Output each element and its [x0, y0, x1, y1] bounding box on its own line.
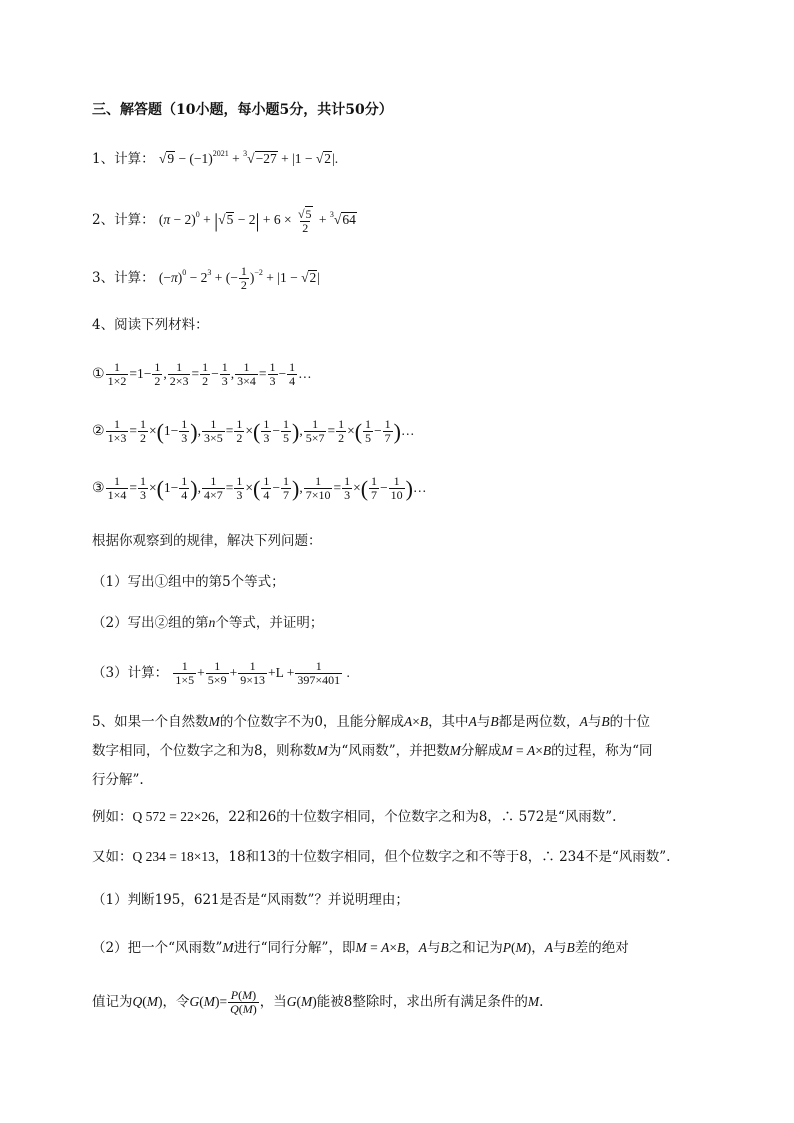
question-3 — [92, 258, 320, 298]
q5-example-1: 例如：Q 572 = 22×26，22和26的十位数字相同，个位数字之和为8，∴ 572是“风雨数”. — [92, 809, 617, 825]
q5-text: 与 — [426, 940, 441, 956]
q5-text: ，其中 — [428, 714, 469, 730]
q4-instruction: 根据你观察到的规律，解决下列问题： — [92, 533, 322, 549]
q5-text: 分解成 — [460, 743, 502, 759]
q5-text: 与 — [476, 714, 491, 730]
q5-line-2: 数字相同，个位数字之和为8，则称数M为“风雨数”，并把数M分解成M = A×B的过程，称为“同 — [92, 743, 653, 759]
q5-text: ，22和26的十位数字相同，个位数字之和为8，∴ 572是“风雨数”. — [214, 809, 617, 825]
q4-part-3-label: （3）计算： — [92, 665, 169, 681]
q5-part-2-line-2: 值记为Q(M)，令G(M)= $\frac{P(M)}{Q(M)}$ ，当G(M)能被8整除时，求出所有满足条件的M. — [92, 988, 544, 1016]
q5-text: ，令 — [162, 994, 190, 1010]
group-2-mark: ② — [92, 423, 105, 439]
q5-text: 为“风雨数”，并把数 — [327, 743, 450, 759]
q5-text: （2）把一个“风雨数” — [92, 940, 223, 956]
q5-text: ，当 — [259, 994, 287, 1010]
question-3-label: 3、计算： — [92, 270, 155, 286]
q5-text: 进行“同行分解”，即 — [233, 940, 356, 956]
q4-part-3-expression: $\frac{1}{1\times 5}$ + $\frac{1}{5\times 9}$ + $\frac{1}{9\times 13}$ +L + $\frac{1}{397\times 401}$ . — [175, 659, 350, 688]
q4-part-2 — [92, 614, 323, 632]
q4-part-3 — [92, 656, 350, 690]
q5-text: . — [539, 994, 544, 1010]
q4-group-3 — [92, 470, 427, 506]
q4-part-2-text-a: （2）写出②组的第 — [92, 615, 209, 631]
question-1 — [92, 150, 338, 170]
q5-part-2-line-1: （2）把一个“风雨数”M进行“同行分解”，即M = A×B，A与B之和记为P(M)，A与B差的绝对 — [92, 940, 629, 956]
q5-text: 与 — [587, 714, 602, 730]
group-3-equations: $\frac{1}{1\times 4}$ = $\frac{1}{3}$ ×(1− $\frac{1}{4}$ ), $\frac{1}{4\times 7}$ = $\frac{1}{3}$ ×( $\frac{1}{4}$ − $\frac{1}{7}$ ), $\frac{1}{7\times 10}$ = $\frac{1}{3}$ ×( $\frac{1}{7}$ − $\frac{1}{10}$ )… — [107, 474, 427, 503]
q5-text: 的过程，称为“同 — [551, 743, 653, 759]
q5-text: 值记为 — [92, 994, 133, 1010]
q5-line-1: 5、如果一个自然数M的个位数字不为0，且能分解成A×B，其中A与B都是两位数，A与B的十位 — [92, 714, 651, 730]
question-2 — [92, 200, 357, 240]
q4-group-1 — [92, 357, 312, 391]
q5-text: 例如： — [92, 809, 133, 825]
q5-text: 都是两位数， — [498, 714, 580, 730]
q5-text: 又如： — [92, 849, 133, 865]
question-2-label: 2、计算： — [92, 212, 155, 228]
section-heading: 三、解答题（10小题，每小题5分，共计50分） — [92, 102, 393, 118]
question-1-label: 1、计算： — [92, 151, 155, 167]
q4-group-2 — [92, 413, 415, 449]
question-3-expression: $(-\pi)^0 - 2^3$ + (− $\frac{1}{2}$ )$^{-2}$ + |1 − √2| — [158, 264, 320, 293]
q5-text: ， — [405, 940, 419, 956]
q5-text: 与 — [552, 940, 567, 956]
q5-text: 之和记为 — [448, 940, 503, 956]
question-2-expression: $(\pi - 2)^0 + |√5 - 2| + 6$ × $\frac{√5}{2}$ + $^3$√64 — [158, 207, 356, 236]
group-1-mark: ① — [92, 366, 105, 382]
question-4-label: 4、阅读下列材料： — [92, 317, 209, 333]
q5-text: ，18和13的十位数字相同，但个位数字之和不等于8，∴ 234不是“风雨数”. — [214, 849, 671, 865]
q4-part-2-text-b: 个等式，并证明； — [215, 615, 324, 631]
q5-text: ， — [531, 940, 545, 956]
q5-text: 差的绝对 — [574, 940, 629, 956]
q5-text: 5、如果一个自然数 — [92, 714, 209, 730]
group-3-mark: ③ — [92, 480, 105, 496]
group-1-equations: $\frac{1}{1\times 2}$ =1− $\frac{1}{2}$ , $\frac{1}{2\times 3}$ = $\frac{1}{2}$ − $\frac{1}{3}$ , $\frac{1}{3\times 4}$ = $\frac{1}{3}$ − $\frac{1}{4}$ … — [107, 360, 312, 389]
q5-example-2: 又如：Q 234 = 18×13，18和13的十位数字相同，但个位数字之和不等于8，∴ 234不是“风雨数”. — [92, 849, 671, 865]
q5-part-1: （1）判断195，621是否是“风雨数”？并说明理由； — [92, 892, 409, 908]
group-2-equations: $\frac{1}{1\times 3}$ = $\frac{1}{2}$ ×(1− $\frac{1}{3}$ ), $\frac{1}{3\times 5}$ = $\frac{1}{2}$ ×( $\frac{1}{3}$ − $\frac{1}{5}$ ), $\frac{1}{5\times 7}$ = $\frac{1}{2}$ ×( $\frac{1}{5}$ − $\frac{1}{7}$ )… — [107, 417, 415, 446]
q5-line-3: 行分解”. — [92, 772, 144, 788]
q5-text: 的个位数字不为0，且能分解成 — [219, 714, 404, 730]
q5-text: 能被8整除时，求出所有满足条件的 — [316, 994, 528, 1010]
q4-part-2-var: n — [208, 615, 216, 630]
q4-part-1: （1）写出①组中的第5个等式； — [92, 574, 285, 590]
q5-text: 的十位 — [609, 714, 651, 730]
q5-text: 数字相同，个位数字之和为8，则称数 — [92, 743, 317, 759]
question-1-expression: $√9 - (-1)^{2021} + ^3√-27 + |1 - √2|$. — [158, 149, 339, 166]
